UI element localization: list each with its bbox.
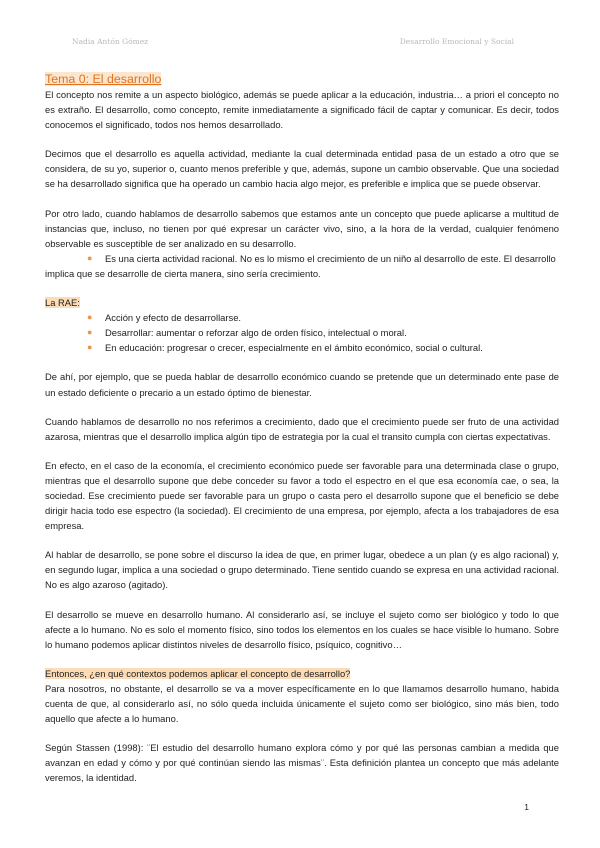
list-item <box>85 340 559 355</box>
rae-heading: La RAE: <box>45 297 80 309</box>
list-item <box>85 251 559 266</box>
list-item <box>85 310 559 325</box>
paragraph-for-us: Para nosotros, no obstante, el desarrollo se va a mover específicamente en lo que llamamos desarrollo humano, habida cuenta de que, al considerarlo así, no sólo queda incluida únicamente el sujeto como ser biológico, sino más bien, todo aquello que afecte a lo humano. <box>45 682 559 725</box>
bullet-icon: ● <box>87 327 93 338</box>
paragraph-economic-development: De ahí, por ejemplo, que se pueda hablar de desarrollo económico cuando se pretende que un determinado ente pase de un estado deficiente o precario a un estado óptimo de bienestar. <box>45 371 559 398</box>
bullet-icon: ● <box>87 342 93 353</box>
list-item-text: Es una cierta actividad racional. No es lo mismo el crecimiento de un niño al desarrollo de este. El desarrollo <box>105 252 556 264</box>
paragraph-definition: Decimos que el desarrollo es aquella actividad, mediante la cual determinada entidad pasa de un estado a otro que se considera, de su yo, superior o, cuanto menos preferible y que, además, supone un cambio observable. Que una sociedad se ha desarrollado significa que ha operado un cambio hacia algo mejor, es preferible e implica que se puede observar. <box>45 148 559 190</box>
document-body <box>45 72 559 785</box>
bullet-icon: ● <box>87 312 93 323</box>
paragraph-human-development: El desarrollo se mueve en desarrollo humano. Al considerarlo así, se incluye el sujeto como ser biológico y todo lo que afecte a lo humano. No es solo el momento físico, sino todos los elementos en los cuales se hace visible lo humano. Sobre lo humano podemos aplicar distintos niveles de desarrollo físico, psíquico, cognitivo… <box>45 608 559 650</box>
page-number: 1 <box>524 802 529 812</box>
header-subject: Desarrollo Emocional y Social <box>399 37 514 46</box>
page-title: Tema 0: El desarrollo <box>45 72 162 86</box>
paragraph-growth-vs-development: Cuando hablamos de desarrollo no nos referimos a crecimiento, dado que el crecimiento puede ser fruto de una actividad azarosa, mientras que el desarrollo implica algún tipo de estrategia por la cual el transito cumpla con ciertas expectativas. <box>45 415 559 442</box>
paragraph-other-side: Por otro lado, cuando hablamos de desarrollo sabemos que estamos ante un concepto que puede aplicarse a multitud de instancias que, incluso, no tienen por qué expresar un carácter vivo, sino, a la hora de la verdad, cualquier fenómeno observable es susceptible de ser analizado en su desarrollo. <box>45 207 559 249</box>
rae-definition-list <box>45 310 559 355</box>
list-item <box>85 325 559 340</box>
paragraph-economy: En efecto, en el caso de la economía, el crecimiento económico puede ser favorable para una determinada clase o grupo, mientras que el desarrollo supone que debe conceder su favor a todo el espectro en el que esa economía cae, o sea, la sociedad. Ese crecimiento puede ser favorable para un grupo o casta pero el desarrollo supone que el beneficio se debe dirigir hacia todo ese espectro (la sociedad). El crecimiento de una empresa, por ejemplo, afecta a los trabajadores de esa empresa. <box>45 459 559 532</box>
paragraph-stassen-quote: Según Stassen (1998): ¨El estudio del desarrollo humano explora cómo y por qué las personas cambian a medida que avanzan en edad y cómo y por qué continúan siendo las mismas¨. Esta definición plantea un concepto que más adelante veremos, la identidad. <box>45 742 559 784</box>
bullet-icon: ● <box>87 252 93 263</box>
list-item-text: Desarrollar: aumentar o reforzar algo de orden físico, intelectual o moral. <box>105 327 407 339</box>
paragraph-intro: El concepto nos remite a un aspecto biológico, además se puede aplicar a la educación, industria… a priori el concepto no es extraño. El desarrollo, como concepto, remite inmediatamente a significado fácil de captar y comunicar. Es decir, todos conocemos el significado, todos nos hemos desarrollado. <box>45 89 559 131</box>
paragraph-continuation: implica que se desarrolle de cierta manera, sino sería crecimiento. <box>45 267 321 279</box>
question-heading: Entonces, ¿en qué contextos podemos aplicar el concepto de desarrollo? <box>45 667 351 679</box>
list-item-text: En educación: progresar o crecer, especialmente en el ámbito económico, social o cultural. <box>105 342 483 354</box>
header-author: Nadia Antón Gómez <box>72 37 149 46</box>
paragraph-plan: Al hablar de desarrollo, se pone sobre el discurso la idea de que, en primer lugar, obedece a un plan (y es algo racional) y, en segundo lugar, implica a una sociedad o grupo determinado. Tiene sentido cuando se expresa en una actividad racional. No es algo azaroso (agitado). <box>45 549 559 591</box>
rational-activity-list <box>45 251 559 266</box>
list-item-text: Acción y efecto de desarrollarse. <box>105 312 242 324</box>
